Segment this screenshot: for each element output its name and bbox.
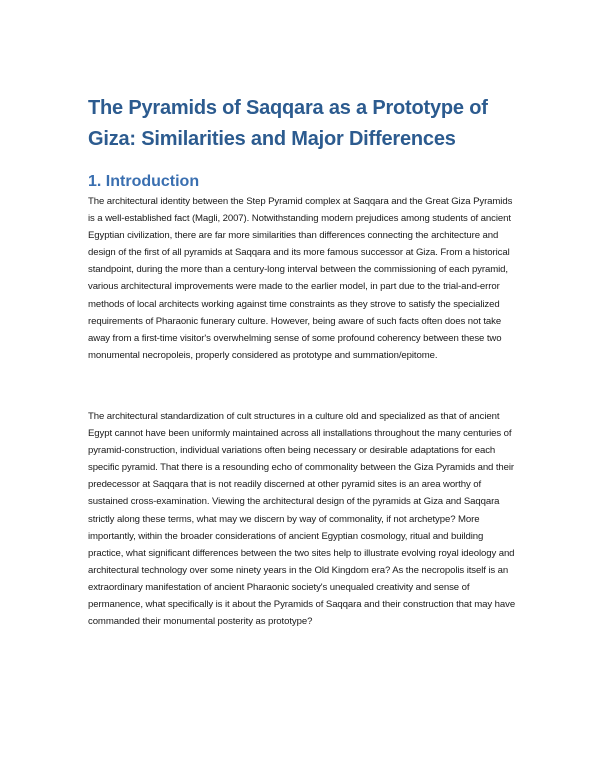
section-heading: 1. Introduction xyxy=(88,173,200,190)
page-title: The Pyramids of Saqqara as a Prototype of Giza: Similarities and Major Differences xyxy=(88,97,488,150)
paragraph: The architectural standardization of cult structures in a culture old and specialized as that of ancient Egypt cannot have been uniformly maintained across all installations throughout the many centuries of pyramid-construction, individual variations often being necessary or desirable adaptations for each specific pyramid. That there is a resounding echo of commonality between the Giza Pyramids and their predecessor at Saqqara that is not readily discerned at other pyramid sites is an area worthy of sustained cross-examination. Viewing the architectural design of the pyramids at Giza and Saqqara strictly along these terms, what may we discern by way of commonality, if not archetype? More importantly, within the broader considerations of ancient Egyptian cosmology, ritual and building practice, what significant differences between the two sites help to illustrate evolving royal ideology and architectural technology over some ninety years in the Old Kingdom era? As the necropolis itself is an extraordinary manifestation of ancient Pharaonic society's unequaled creativity and sense of permanence, what specifically is it about the Pyramids of Saqqara and their construction that may have commanded their monumental posterity as prototype? xyxy=(88,411,516,628)
paragraph: The architectural identity between the Step Pyramid complex at Saqqara and the Great Giza Pyramids is a well-established fact (Magli, 2007). Notwithstanding modern prejudices among students of ancient Egyptian civilization, there are far more similarities than differences connecting the architecture and design of the first of all pyramids at Saqqara and its more famous successor at Giza. From a historical standpoint, during the more than a century-long interval between the commissioning of each pyramid, various architectural improvements were made to the earlier model, in part due to the trial-and-error methods of local architects working against time constraints as they strove to satisfy the specialized requirements of Pharaonic funerary culture. However, being aware of such facts often does not take away from a first-time visitor's overwhelming sense of some profound coherency between these two monumental necropoleis, properly considered as prototype and summation/epitome. xyxy=(88,196,513,361)
